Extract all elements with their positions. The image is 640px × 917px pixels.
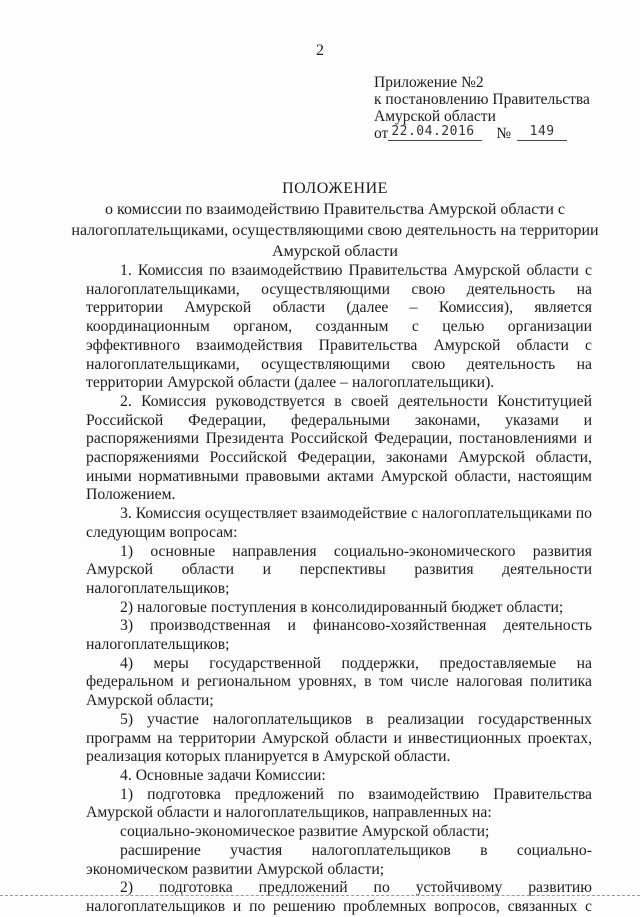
paragraph-4-item-1: 1) подготовка предложений по взаимодействию Правительства Амурской области и налогоплательщиков, направленных на:: [86, 785, 592, 822]
paragraph-2: 2. Комиссия руководствуется в своей деятельности Конституцией Российской Федерации, федеральными законами, указами и распоряжениями Президента Российской Федерации, постановлениями и распоряжениями Российской Федерации, законами Амурской области, иными нормативными правовыми актами Амурской области, настоящим Положением.: [86, 392, 592, 504]
document-title: [70, 178, 600, 262]
title-subtitle: о комиссии по взаимодействию Правительства Амурской области с налогоплательщиками, осуществляющими свою деятельность на территории Амурской области: [71, 201, 599, 260]
appendix-date-line: [374, 125, 614, 144]
resolution-number: 149: [517, 123, 567, 141]
paragraph-3-item-3: 3) производственная и финансово-хозяйственная деятельность налогоплательщиков;: [86, 617, 592, 654]
page-number: 2: [316, 42, 324, 59]
paragraph-3-item-4: 4) меры государственной поддержки, предоставляемые на федеральном и региональном уровнях, в том числе налоговая политика Амурской области;: [86, 654, 592, 710]
paragraph-4-item-2: 2) подготовка предложений по устойчивому развитию налогоплательщиков и по решению проблемных вопросов, связанных с: [86, 879, 592, 915]
date-prefix: от: [374, 125, 389, 142]
paragraph-1: 1. Комиссия по взаимодействию Правительства Амурской области с налогоплательщиками, осуществляющими свою деятельность на территории Амурской области (далее – Комиссия), является координационным органом, созданным с целью организации эффективного взаимодействия Правительства Амурской области с налогоплательщиками, осуществляющими свою деятельность на территории Амурской области (далее – налогоплательщики).: [86, 262, 592, 392]
number-sign: №: [496, 125, 512, 142]
scan-edge-line: [0, 895, 640, 896]
document-body: [86, 262, 592, 917]
paragraph-4: 4. Основные задачи Комиссии:: [120, 766, 326, 784]
title-heading: ПОЛОЖЕНИЕ: [282, 180, 388, 197]
paragraph-3-item-2: 2) налоговые поступления в консолидированный бюджет области;: [120, 598, 564, 616]
resolution-date: 22.04.2016: [388, 123, 482, 141]
appendix-resolution: к постановлению Правительства: [374, 91, 590, 108]
appendix-block: [374, 74, 614, 144]
appendix-title: Приложение №2: [374, 74, 484, 91]
appendix-region: Амурской области: [374, 108, 496, 125]
paragraph-4-item-1-b: расширение участия налогоплательщиков в социально-экономическом развитии Амурской области;: [86, 841, 592, 878]
paragraph-3-item-1: 1) основные направления социально-экономического развития Амурской области и перспективы развития деятельности налогоплательщиков;: [86, 542, 592, 597]
paragraph-3: 3. Комиссия осуществляет взаимодействие с налогоплательщиками по следующим вопросам:: [86, 505, 592, 541]
paragraph-3-item-5: 5) участие налогоплательщиков в реализации государственных программ на территории Амурской области и инвестиционных проектах, реализация которых планируется в Амурской области.: [86, 710, 592, 766]
paragraph-4-item-1-a: социально-экономическое развитие Амурской области;: [120, 823, 490, 841]
